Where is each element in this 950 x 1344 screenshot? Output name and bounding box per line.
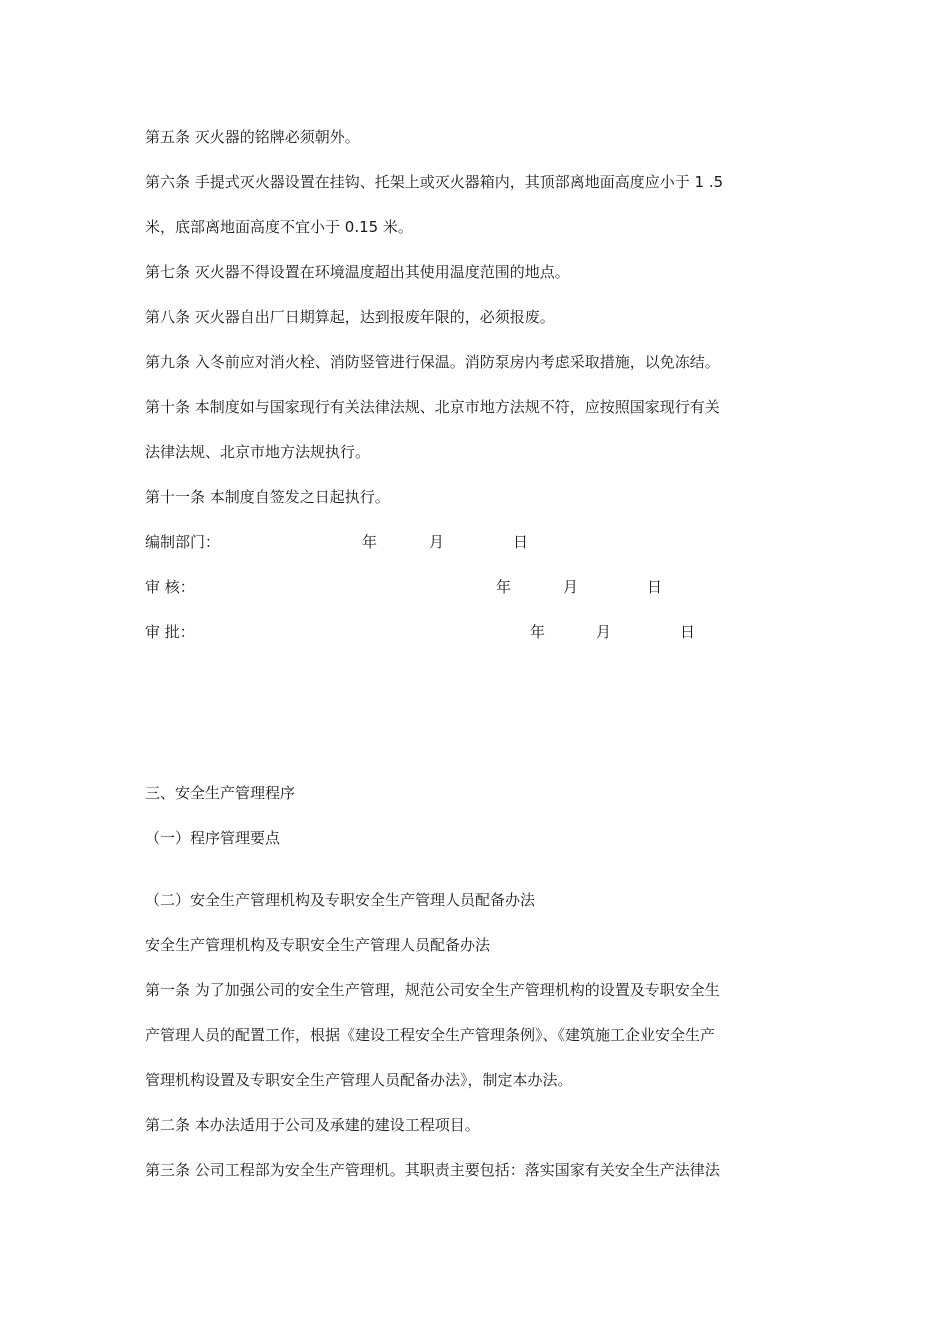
subsection-1: （一）程序管理要点 xyxy=(145,829,281,847)
signature-day: 日 xyxy=(647,578,663,596)
article-11: 第十一条 本制度自签发之日起执行。 xyxy=(145,488,390,506)
signature-month: 月 xyxy=(563,578,579,596)
article-6-cont: 米，底部离地面高度不宜小于 0.15 米。 xyxy=(145,218,413,236)
signature-row-review xyxy=(0,577,950,597)
signature-month: 月 xyxy=(596,623,612,641)
signature-year: 年 xyxy=(530,623,546,641)
signature-day: 日 xyxy=(513,533,529,551)
section-heading: 安全生产管理机构及专职安全生产管理人员配备办法 xyxy=(145,936,491,954)
signature-month: 月 xyxy=(429,533,445,551)
paragraph-line: 第二条 本办法适用于公司及承建的建设工程项目。 xyxy=(145,1116,480,1134)
paragraph-line: 产管理人员的配置工作，根据《建设工程安全生产管理条例》、《建筑施工企业安全生产 xyxy=(145,1026,716,1044)
article-9: 第九条 入冬前应对消火栓、消防竖管进行保温。消防泵房内考虑采取措施，以免冻结。 xyxy=(145,353,720,371)
signature-label: 审 核： xyxy=(145,578,195,596)
subsection-2: （二）安全生产管理机构及专职安全生产管理人员配备办法 xyxy=(145,891,536,909)
article-7: 第七条 灭火器不得设置在环境温度超出其使用温度范围的地点。 xyxy=(145,263,570,281)
signature-row-prepared xyxy=(0,532,950,552)
signature-label: 编制部门： xyxy=(145,533,221,551)
article-8: 第八条 灭火器自出厂日期算起，达到报废年限的，必须报废。 xyxy=(145,308,555,326)
signature-year: 年 xyxy=(496,578,512,596)
paragraph-line: 第三条 公司工程部为安全生产管理机。其职责主要包括：落实国家有关安全生产法律法 xyxy=(145,1161,720,1179)
article-10-cont: 法律法规、北京市地方法规执行。 xyxy=(145,443,371,461)
section-title: 三、安全生产管理程序 xyxy=(145,784,296,802)
article-10: 第十条 本制度如与国家现行有关法律法规、北京市地方法规不符，应按照国家现行有关 xyxy=(145,398,720,416)
signature-row-approve xyxy=(0,622,950,642)
signature-day: 日 xyxy=(680,623,696,641)
signature-label: 审 批： xyxy=(145,623,195,641)
paragraph-line: 管理机构设置及专职安全生产管理人员配备办法》，制定本办法。 xyxy=(145,1071,573,1089)
article-5: 第五条 灭火器的铭牌必须朝外。 xyxy=(145,128,360,146)
article-6: 第六条 手提式灭火器设置在挂钩、托架上或灭火器箱内，其顶部离地面高度应小于 1 .5 xyxy=(145,173,724,191)
signature-year: 年 xyxy=(362,533,378,551)
paragraph-line: 第一条 为了加强公司的安全生产管理，规范公司安全生产管理机构的设置及专职安全生 xyxy=(145,981,720,999)
